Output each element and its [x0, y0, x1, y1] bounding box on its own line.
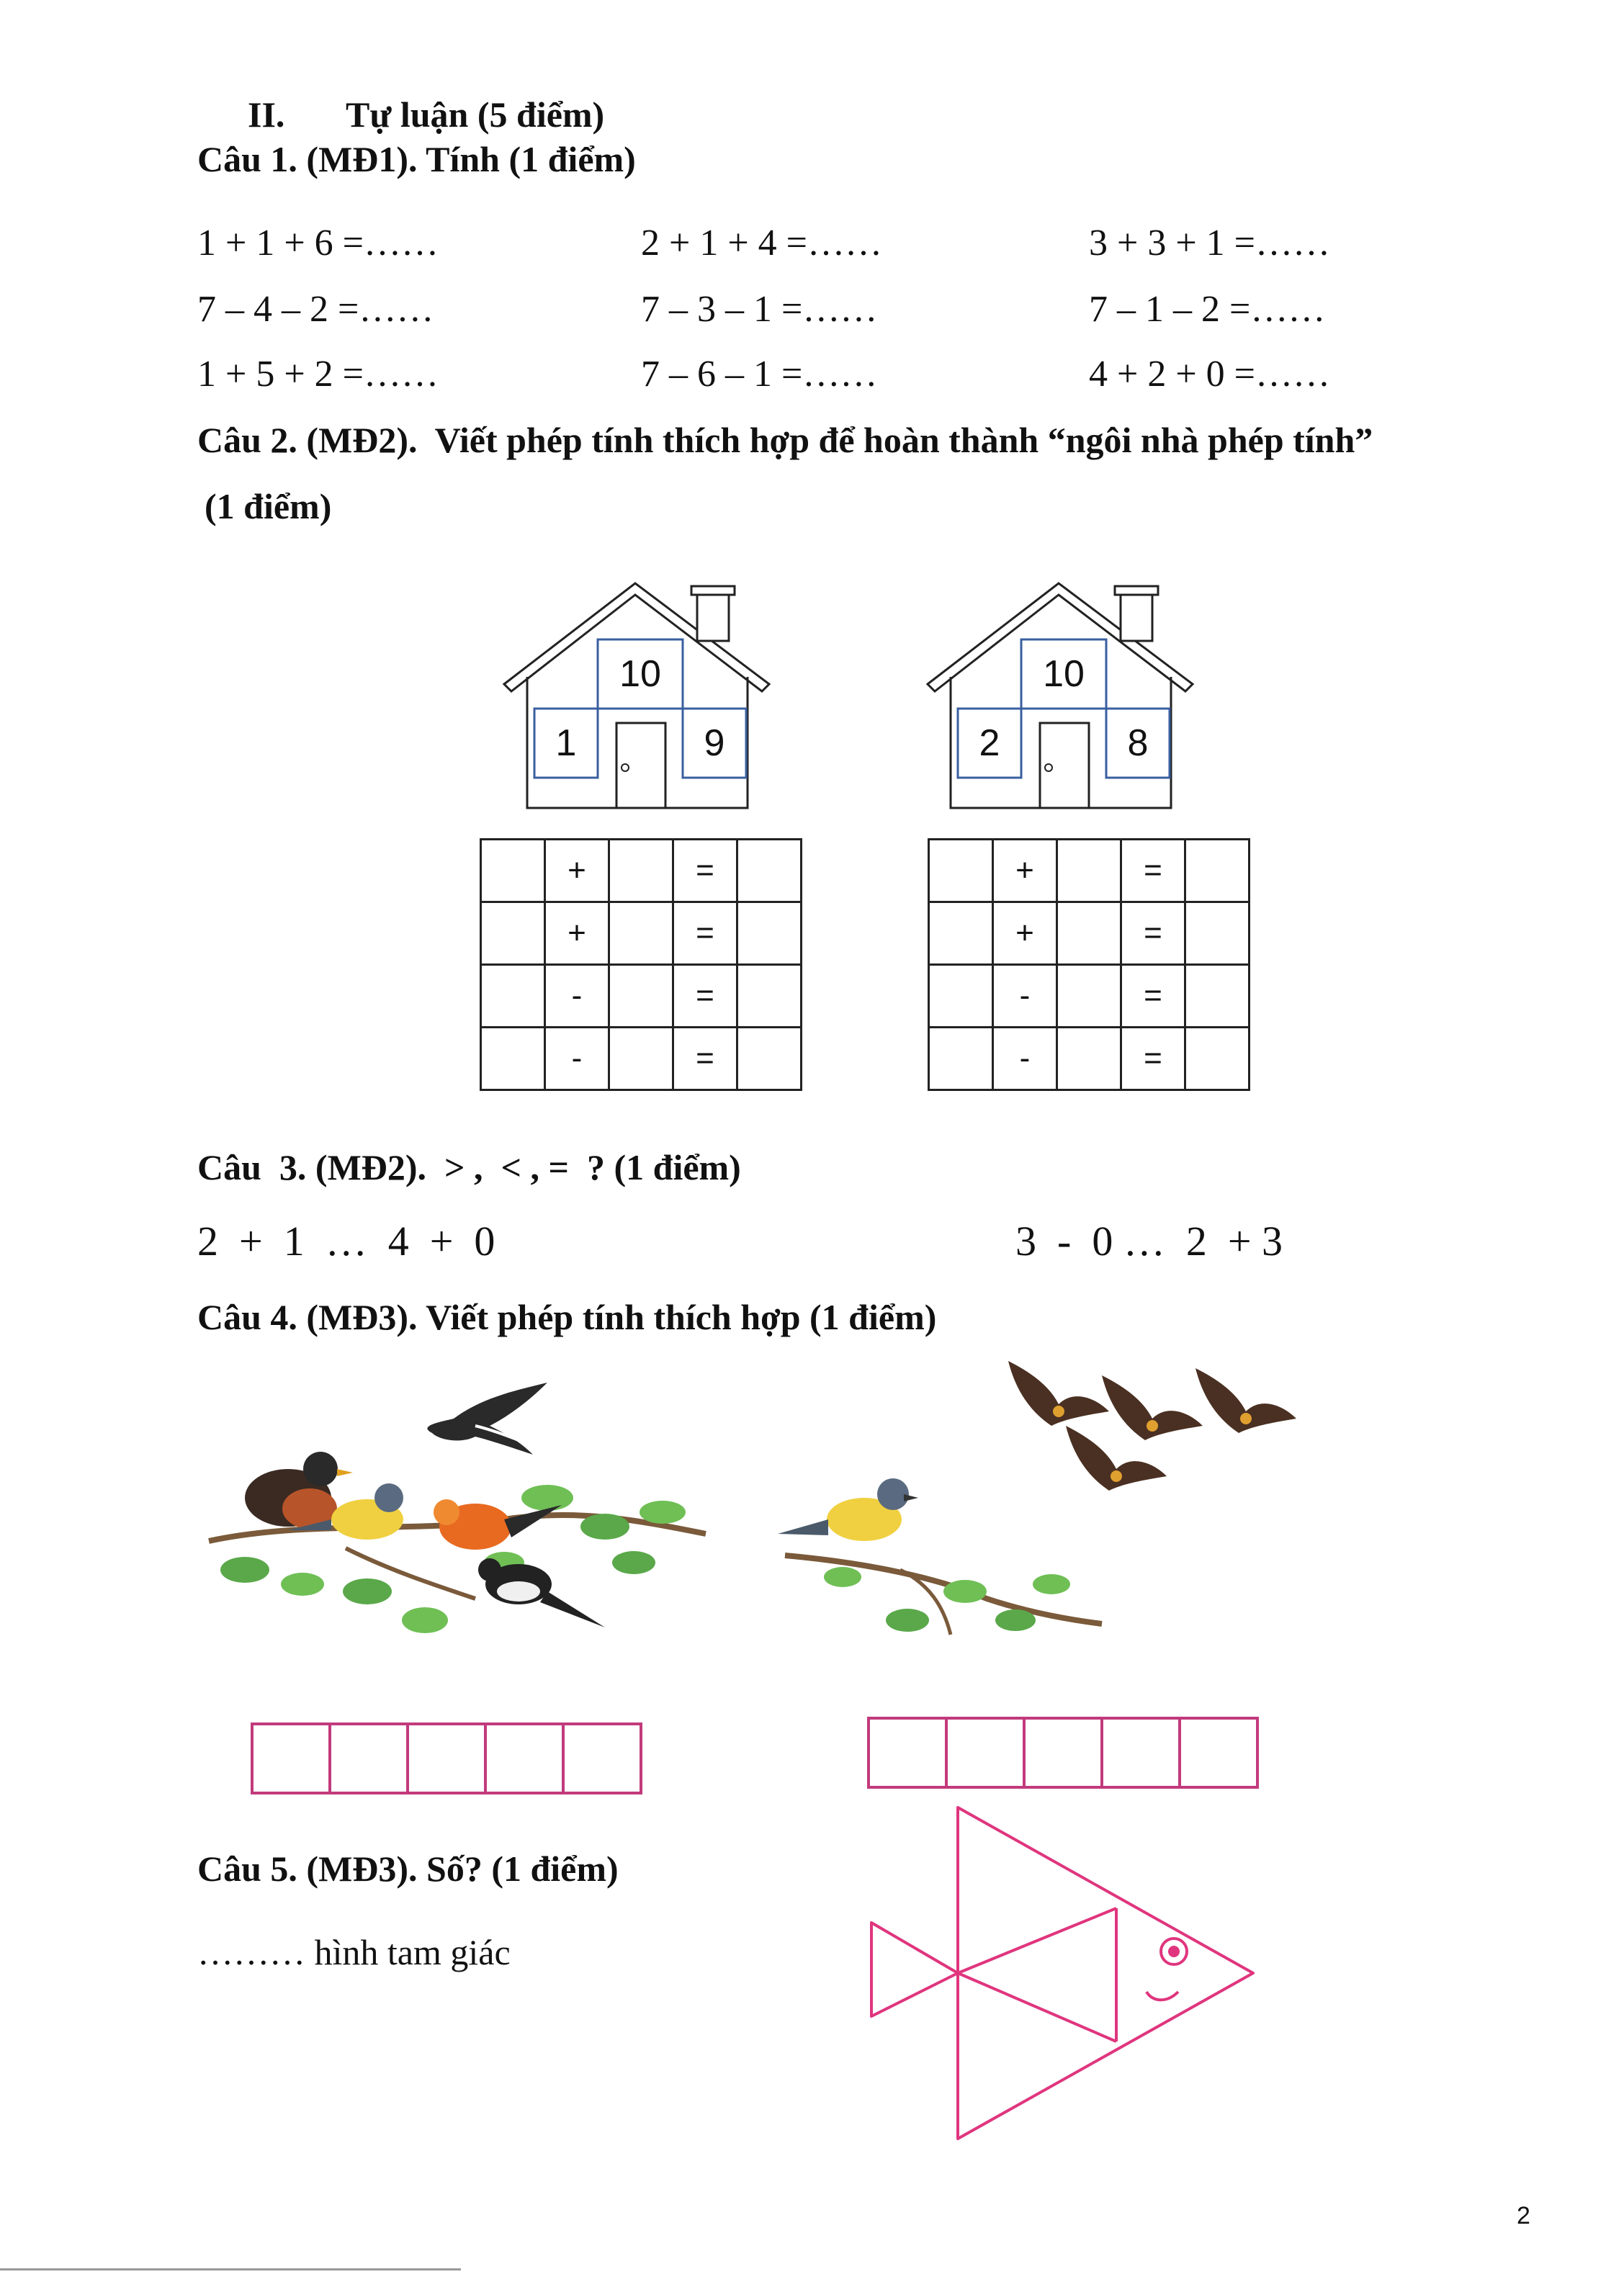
equals-cell: = [673, 840, 737, 902]
birds-flying-illustration [756, 1347, 1347, 1649]
page-number: 2 [1517, 2202, 1530, 2229]
answer-cell[interactable] [929, 840, 993, 902]
answer-box[interactable] [328, 1722, 409, 1794]
answer-cell[interactable] [1185, 902, 1250, 965]
equals-cell: = [1121, 840, 1185, 902]
q1-expr-r1c2: 2 + 1 + 4 =…… [641, 223, 882, 264]
operator-cell: + [545, 840, 609, 902]
answer-box[interactable] [251, 1722, 331, 1794]
grid-row [929, 840, 1250, 902]
q3-left-comparison: 2 + 1 … 4 + 0 [197, 1218, 495, 1264]
operator-cell: - [993, 965, 1057, 1028]
equals-cell: = [1121, 965, 1185, 1028]
operator-cell: - [545, 965, 609, 1028]
answer-cell[interactable] [737, 965, 802, 1028]
equation-grid-1 [480, 838, 802, 1091]
answer-cell[interactable] [481, 1028, 545, 1090]
q1-expr-r1c3: 3 + 3 + 1 =…… [1089, 223, 1330, 264]
q1-expr-r3c3: 4 + 2 + 0 =…… [1089, 354, 1330, 395]
answer-cell[interactable] [737, 840, 802, 902]
operator-cell: + [545, 902, 609, 965]
answer-cell[interactable] [1185, 840, 1250, 902]
answer-box[interactable] [406, 1722, 487, 1794]
number-house-2 [920, 576, 1208, 814]
answer-cell[interactable] [1185, 1028, 1250, 1090]
answer-box[interactable] [867, 1717, 948, 1789]
answer-cell[interactable] [1057, 902, 1121, 965]
equals-cell: = [1121, 902, 1185, 965]
grid-row [929, 902, 1250, 965]
answer-cell[interactable] [609, 840, 673, 902]
operator-cell: + [993, 902, 1057, 965]
equals-cell: = [673, 965, 737, 1028]
answer-cell[interactable] [929, 965, 993, 1028]
answer-box[interactable] [945, 1717, 1026, 1789]
answer-cell[interactable] [737, 1028, 802, 1090]
footer-divider [0, 2268, 461, 2270]
house-2-right-number: 8 [1127, 722, 1149, 764]
answer-box[interactable] [1100, 1717, 1181, 1789]
answer-cell[interactable] [609, 965, 673, 1028]
answer-box[interactable] [1023, 1717, 1103, 1789]
q1-expr-r3c1: 1 + 5 + 2 =…… [197, 354, 439, 395]
birds-on-branch-illustration [202, 1354, 735, 1699]
equals-cell: = [673, 902, 737, 965]
equals-cell: = [1121, 1028, 1185, 1090]
q1-expr-r2c3: 7 – 1 – 2 =…… [1089, 289, 1326, 330]
answer-cell[interactable] [929, 902, 993, 965]
q5-answer-line: ……… hình tam giác [197, 1932, 511, 1972]
house-1-left-number: 1 [555, 722, 577, 764]
grid-row [929, 1028, 1250, 1090]
q2-title-points: (1 điểm) [205, 486, 332, 526]
q4-title: Câu 4. (MĐ3). Viết phép tính thích hợp (1 điểm) [197, 1297, 937, 1337]
equals-cell: = [673, 1028, 737, 1090]
grid-row [929, 965, 1250, 1028]
equation-grid-2 [928, 838, 1250, 1091]
q4-answer-boxes-left [251, 1722, 642, 1794]
answer-box[interactable] [562, 1722, 642, 1794]
section-title: Tự luận (5 điểm) [346, 94, 605, 135]
answer-cell[interactable] [1057, 1028, 1121, 1090]
q1-expr-r2c2: 7 – 3 – 1 =…… [641, 289, 878, 330]
grid-row [481, 1028, 802, 1090]
house-2-top-number: 10 [1043, 653, 1085, 695]
answer-box[interactable] [484, 1722, 565, 1794]
answer-cell[interactable] [609, 1028, 673, 1090]
q1-expr-r1c1: 1 + 1 + 6 =…… [197, 223, 439, 264]
section-roman: II. [248, 94, 285, 135]
answer-cell[interactable] [481, 965, 545, 1028]
triangle-fish-figure [857, 1800, 1275, 2146]
answer-cell[interactable] [481, 840, 545, 902]
answer-box[interactable] [1178, 1717, 1259, 1789]
operator-cell: + [993, 840, 1057, 902]
answer-cell[interactable] [1185, 965, 1250, 1028]
operator-cell: - [545, 1028, 609, 1090]
q3-title: Câu 3. (MĐ2). > , < , = ? (1 điểm) [197, 1147, 741, 1187]
q3-right-comparison: 3 - 0 … 2 + 3 [1015, 1218, 1283, 1264]
q1-expr-r2c1: 7 – 4 – 2 =…… [197, 289, 434, 330]
q4-answer-boxes-right [867, 1717, 1259, 1789]
grid-row [481, 902, 802, 965]
answer-cell[interactable] [737, 902, 802, 965]
q1-expr-r3c2: 7 – 6 – 1 =…… [641, 354, 878, 395]
answer-cell[interactable] [609, 902, 673, 965]
q1-title: Câu 1. (MĐ1). Tính (1 điểm) [197, 139, 636, 179]
house-1-right-number: 9 [704, 722, 725, 764]
house-2-left-number: 2 [979, 722, 1000, 764]
q2-title: Câu 2. (MĐ2). Viết phép tính thích hợp để hoàn thành “ngôi nhà phép tính” [197, 420, 1373, 460]
number-house-1 [497, 576, 785, 814]
answer-cell[interactable] [1057, 840, 1121, 902]
answer-cell[interactable] [1057, 965, 1121, 1028]
grid-row [481, 965, 802, 1028]
answer-cell[interactable] [481, 902, 545, 965]
house-1-top-number: 10 [619, 653, 661, 695]
operator-cell: - [993, 1028, 1057, 1090]
q5-title: Câu 5. (MĐ3). Số? (1 điểm) [197, 1848, 619, 1889]
grid-row [481, 840, 802, 902]
answer-cell[interactable] [929, 1028, 993, 1090]
